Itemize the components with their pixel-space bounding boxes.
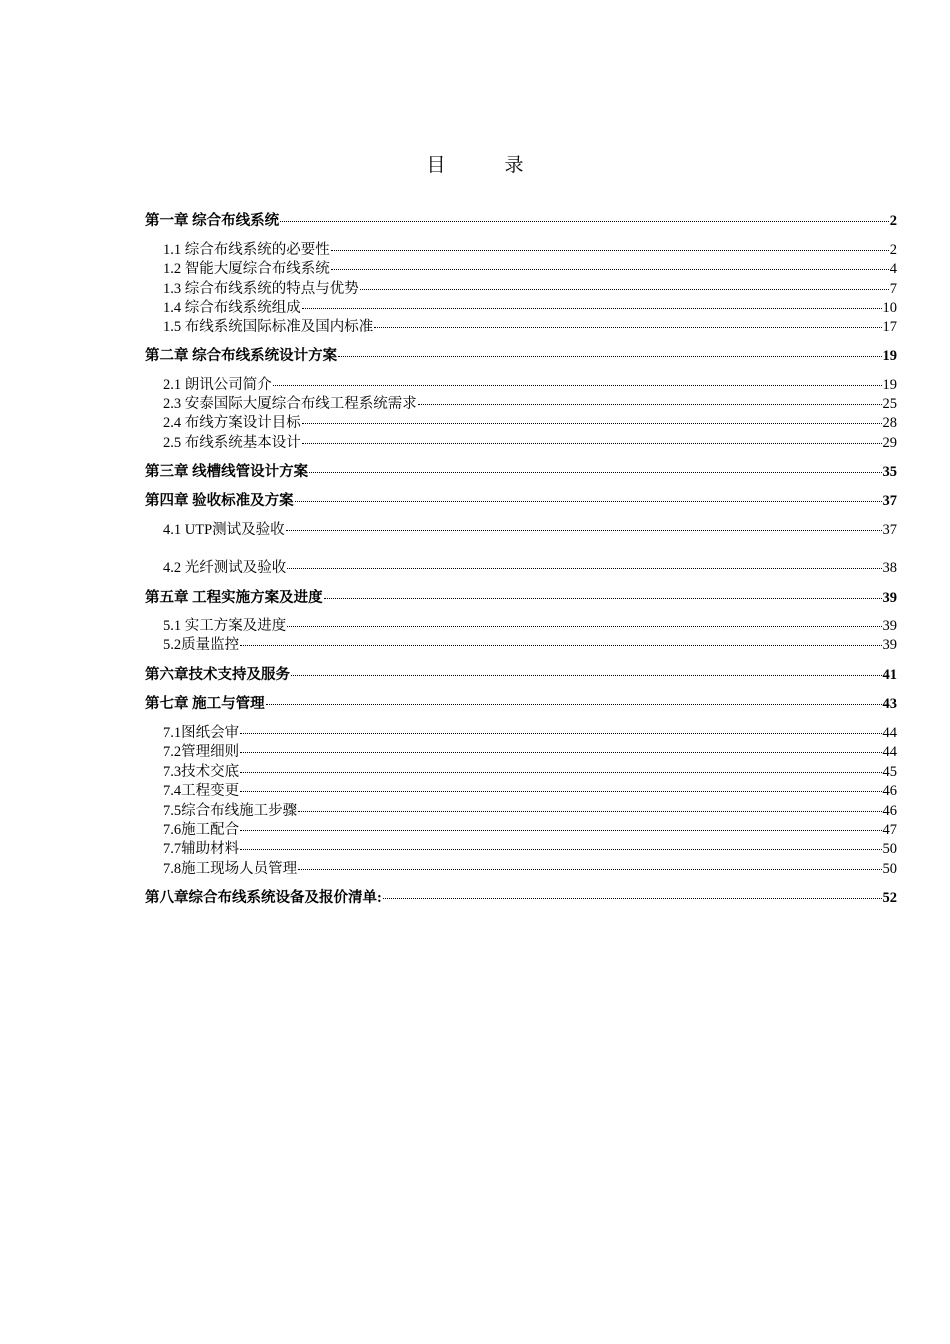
toc-entry-section[interactable] [163, 743, 897, 762]
toc-entry-section[interactable] [163, 860, 897, 879]
toc-page-number: 35 [882, 464, 897, 480]
toc-page-number: 50 [882, 861, 897, 877]
toc-entry-chapter-2[interactable] [145, 347, 897, 366]
toc-entry-label: 第八章综合布线系统设备及报价清单: [145, 890, 382, 906]
toc-leader-dots [331, 250, 889, 251]
toc-entry-label: 5.1 实工方案及进度 [163, 618, 287, 634]
toc-entry-section[interactable] [163, 763, 897, 782]
toc-entry-label: 2.3 安泰国际大厦综合布线工程系统需求 [163, 396, 417, 412]
toc-leader-dots [240, 849, 881, 850]
toc-page-number: 43 [882, 696, 897, 712]
toc-entry-section[interactable] [163, 821, 897, 840]
toc-leader-dots [240, 791, 881, 792]
toc-entry-label: 1.5 布线系统国际标准及国内标准 [163, 319, 374, 335]
toc-entry-section[interactable] [163, 559, 897, 578]
toc-page-number: 46 [882, 783, 897, 799]
toc-leader-dots [295, 501, 882, 502]
toc-page-number: 39 [882, 618, 897, 634]
toc-entry-section[interactable] [163, 434, 897, 453]
toc-page-number: 4 [889, 261, 897, 277]
toc-leader-dots [298, 869, 881, 870]
toc-entry-label: 第五章 工程实施方案及进度 [145, 590, 323, 606]
toc-entry-label: 4.1 UTP测试及验收 [163, 522, 285, 538]
toc-leader-dots [302, 423, 882, 424]
toc-entry-label: 2.4 布线方案设计目标 [163, 415, 301, 431]
toc-entry-label: 1.2 智能大厦综合布线系统 [163, 261, 330, 277]
toc-leader-dots [383, 898, 882, 899]
toc-entry-section[interactable] [163, 617, 897, 636]
toc-entry-label: 7.6施工配合 [163, 822, 240, 838]
toc-entry-label: 第三章 线槽线管设计方案 [145, 464, 309, 480]
toc-page-number: 46 [882, 803, 897, 819]
toc-entry-section[interactable] [163, 521, 897, 540]
toc-page-number: 39 [882, 590, 897, 606]
toc-entry-label: 1.4 综合布线系统组成 [163, 300, 301, 316]
toc-leader-dots [286, 530, 882, 531]
toc-entry-label: 7.3技术交底 [163, 764, 240, 780]
toc-entry-label: 7.2管理细则 [163, 744, 240, 760]
toc-leader-dots [280, 221, 889, 222]
toc-leader-dots [360, 289, 889, 290]
toc-title-char-2: 录 [504, 155, 524, 176]
toc-entry-label: 2.1 朗讯公司简介 [163, 377, 272, 393]
toc-page-number: 7 [889, 281, 897, 297]
toc-leader-dots [331, 269, 889, 270]
toc-leader-dots [240, 645, 881, 646]
toc-entry-chapter-1[interactable] [145, 212, 897, 231]
toc-page-number: 47 [882, 822, 897, 838]
toc-page-number: 44 [882, 744, 897, 760]
toc-entry-chapter-6[interactable] [145, 666, 897, 685]
toc-entry-label: 1.1 综合布线系统的必要性 [163, 242, 330, 258]
toc-page-number: 19 [882, 348, 897, 364]
toc-leader-dots [291, 675, 882, 676]
toc-leader-dots [240, 752, 881, 753]
toc-entry-section[interactable] [163, 395, 897, 414]
toc-entry-section[interactable] [163, 840, 897, 859]
toc-leader-dots [273, 385, 882, 386]
toc-entry-label: 第二章 综合布线系统设计方案 [145, 348, 338, 364]
toc-entry-label: 7.1图纸会审 [163, 725, 240, 741]
toc-page-number: 50 [882, 841, 897, 857]
toc-leader-dots [240, 830, 881, 831]
toc-leader-dots [240, 733, 881, 734]
toc-leader-dots [324, 598, 882, 599]
toc-entry-label: 4.2 光纤测试及验收 [163, 560, 287, 576]
toc-entry-section[interactable] [163, 280, 897, 299]
toc-entry-section[interactable] [163, 636, 897, 655]
toc-entry-chapter-4[interactable] [145, 492, 897, 511]
toc-leader-dots [287, 568, 881, 569]
toc-leader-dots [298, 811, 881, 812]
toc-entry-chapter-7[interactable] [145, 695, 897, 714]
toc-leader-dots [309, 472, 881, 473]
toc-page-number: 17 [882, 319, 897, 335]
toc-leader-dots [338, 356, 881, 357]
toc-leader-dots [374, 327, 881, 328]
toc-page-number: 2 [889, 242, 897, 258]
toc-entry-label: 第一章 综合布线系统 [145, 213, 280, 229]
toc-entry-chapter-8[interactable] [145, 889, 897, 908]
toc-entry-section[interactable] [163, 376, 897, 395]
toc-page-number: 37 [882, 493, 897, 509]
toc-page-number: 41 [882, 667, 897, 683]
toc-leader-dots [240, 772, 881, 773]
toc-entry-section[interactable] [163, 724, 897, 743]
toc-page-number: 44 [882, 725, 897, 741]
toc-entry-section[interactable] [163, 241, 897, 260]
toc-entry-label: 7.8施工现场人员管理 [163, 861, 298, 877]
toc-entry-chapter-5[interactable] [145, 589, 897, 608]
toc-entry-label: 第七章 施工与管理 [145, 696, 265, 712]
toc-entry-section[interactable] [163, 318, 897, 337]
toc-entry-section[interactable] [163, 260, 897, 279]
toc-page-number: 28 [882, 415, 897, 431]
toc-entry-label: 7.5综合布线施工步骤 [163, 803, 298, 819]
toc-entry-chapter-3[interactable] [145, 463, 897, 482]
toc-entry-label: 5.2质量监控 [163, 637, 240, 653]
toc-entry-label: 第六章技术支持及服务 [145, 667, 290, 683]
toc-entry-section[interactable] [163, 802, 897, 821]
toc-entry-label: 第四章 验收标准及方案 [145, 493, 294, 509]
toc-leader-dots [302, 443, 882, 444]
toc-page-number: 52 [882, 890, 897, 906]
toc-page-number: 10 [882, 300, 897, 316]
toc-title-char-1: 目 [426, 155, 446, 176]
toc-entry-section[interactable] [163, 414, 897, 433]
toc-page-number: 2 [889, 213, 897, 229]
toc-page-number: 25 [882, 396, 897, 412]
toc-entry-section[interactable] [163, 782, 897, 801]
toc-page-number: 29 [882, 435, 897, 451]
toc-page-number: 39 [882, 637, 897, 653]
toc-entry-label: 7.4工程变更 [163, 783, 240, 799]
toc-page-number: 45 [882, 764, 897, 780]
toc-leader-dots [418, 404, 882, 405]
toc-leader-dots [302, 308, 882, 309]
toc-entry-label: 1.3 综合布线系统的特点与优势 [163, 281, 359, 297]
toc-entry-label: 2.5 布线系统基本设计 [163, 435, 301, 451]
toc-leader-dots [287, 626, 881, 627]
toc-page-number: 19 [882, 377, 897, 393]
toc-page-number: 37 [882, 522, 897, 538]
toc-page-number: 38 [882, 560, 897, 576]
toc-entry-section[interactable] [163, 299, 897, 318]
toc-leader-dots [266, 704, 882, 705]
toc-entry-label: 7.7辅助材料 [163, 841, 240, 857]
